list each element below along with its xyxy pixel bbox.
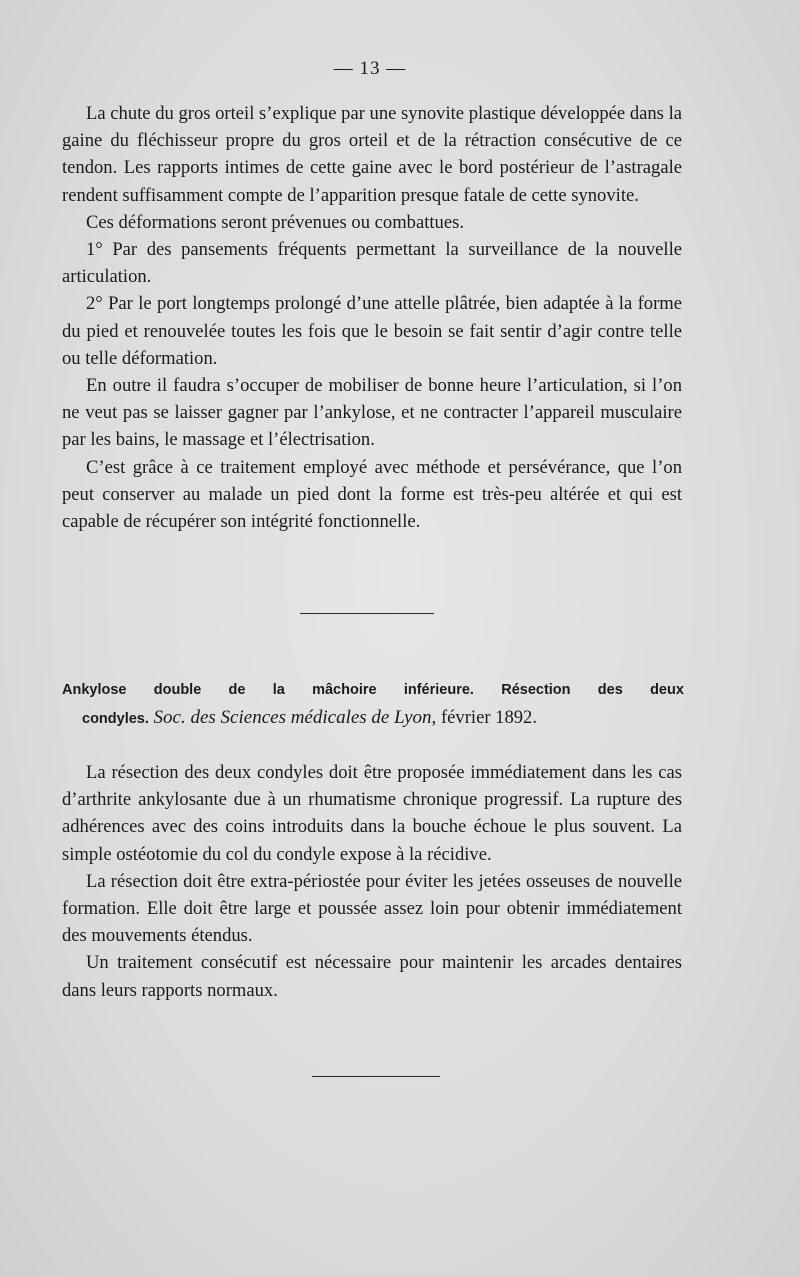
heading-word: mâchoire	[312, 682, 377, 698]
paragraph: 2° Par le port longtemps prolongé d’une attelle plâtrée, bien adaptée à la forme du pied et renouvelée toutes les fois que le besoin se fait sentir d’agir contre telle ou telle déformation.	[62, 293, 682, 369]
heading-word: deux	[650, 682, 684, 698]
paragraph: La résection doit être extra-périostée pour éviter les jetées osseuses de nouvelle formation. Elle doit être large et poussée assez loin pour obtenir immédiatement des mouvements étendus.	[62, 870, 682, 947]
heading-date: février 1892.	[440, 707, 537, 728]
heading-word: Résection	[501, 682, 571, 698]
heading-word: inférieure.	[403, 682, 474, 698]
heading-word: de	[228, 682, 246, 698]
heading-word: des	[597, 682, 623, 698]
paragraph: 1° Par des pansements fréquents permettant la surveillance de la nouvelle articulation.	[62, 239, 682, 288]
paragraph: Un traitement consécutif est nécessaire pour maintenir les arcades dentaires dans leurs rapports normaux.	[62, 952, 682, 1001]
heading-word: Ankylose	[62, 682, 127, 698]
section-divider	[300, 613, 434, 614]
heading-title-line	[62, 676, 684, 704]
heading-source-line	[62, 704, 684, 733]
paragraph: En outre il faudra s’occuper de mobiliser de bonne heure l’articulation, si l’on ne veut pas se laisser gagner par l’ankylose, et ne contracter l’appareil musculaire par les bains, le massage et l’électrisation.	[62, 375, 682, 451]
heading-word: la	[272, 682, 285, 698]
heading-source: Soc. des Sciences médicales de Lyon,	[153, 707, 437, 728]
section-2-text	[62, 759, 682, 1004]
paragraph: Ces déformations seront prévenues ou combattues.	[86, 211, 464, 233]
heading-word: condyles.	[82, 711, 149, 727]
paragraph: La résection des deux condyles doit être proposée immédiatement dans les cas d’arthrite ankylosante due à un rhumatisme chronique progressif. La rupture des adhérences avec des coins introduits dans la bouche échoue le plus souvent. La simple ostéotomie du col du condyle expose à la récidive.	[62, 762, 682, 865]
paragraph: La chute du gros orteil s’explique par une synovite plastique développée dans la gaine du fléchisseur propre du gros orteil et de la rétraction consécutive de ce tendon. Les rapports intimes de cette gaine avec le bord postérieur de l’astragale rendent suffisamment compte de l’apparition presque fatale de cette synovite.	[62, 103, 682, 206]
section-1-text	[62, 100, 682, 535]
paragraph: C’est grâce à ce traitement employé avec méthode et persévérance, que l’on peut conserver au malade un pied dont la forme est très-peu altérée et qui est capable de récupérer son intégrité fonctionnelle.	[62, 456, 682, 533]
heading-word: double	[153, 682, 202, 698]
article-heading	[62, 676, 684, 733]
page-number: — 13 —	[333, 58, 407, 79]
section-divider	[312, 1076, 440, 1077]
